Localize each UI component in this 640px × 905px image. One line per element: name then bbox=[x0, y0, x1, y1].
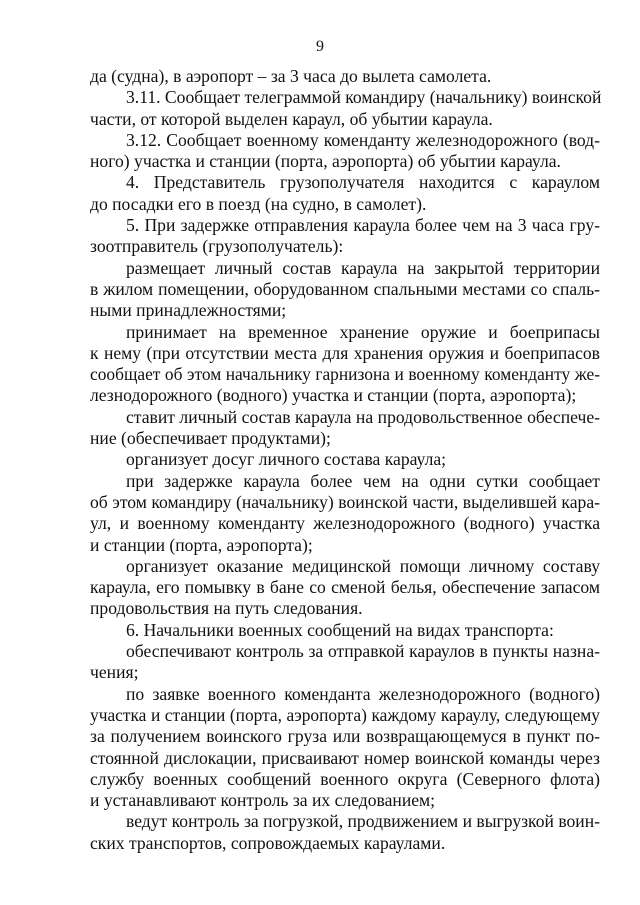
text-line: организует досуг личного состава караула; bbox=[126, 449, 447, 470]
text-line: организует оказание медицинской помощи личному составу bbox=[126, 555, 600, 576]
text-line: об этом командиру (начальнику) воинской части, выделившей кара- bbox=[90, 491, 600, 512]
text-line: за получением воинского груза или возвращающемуся в пункт по- bbox=[90, 726, 600, 747]
text-line: в жилом помещении, оборудованном спальными местами со спаль- bbox=[90, 278, 600, 299]
text-line: продовольствия на путь следования. bbox=[90, 598, 363, 619]
text-line: и устанавливают контроль за их следованием; bbox=[90, 790, 436, 811]
text-line: лезнодорожного (водного) участка и станции (порта, аэропорта); bbox=[90, 385, 577, 406]
text-line: чения; bbox=[90, 662, 139, 683]
text-line: зоотправитель (грузополучатель): bbox=[90, 236, 344, 257]
text-line: ставит личный состав караула на продовольственное обеспече- bbox=[126, 406, 600, 427]
text-line: сообщает об этом начальнику гарнизона и военному коменданту же- bbox=[90, 364, 600, 385]
text-line: ведут контроль за погрузкой, продвижением и выгрузкой воин- bbox=[126, 811, 600, 832]
text-line: да (судна), в аэропорт – за 3 часа до вылета самолета. bbox=[90, 66, 492, 86]
text-line: ул, и военному коменданту железнодорожного (водного) участка bbox=[90, 513, 600, 534]
text-line: 5. При задержке отправления караула более чем на 3 часа гру- bbox=[126, 215, 600, 236]
text-line: к нему (при отсутствии места для хранения оружия и боеприпасов bbox=[90, 342, 600, 363]
text-line: принимает на временное хранение оружие и боеприпасы bbox=[126, 321, 600, 342]
document-body bbox=[90, 66, 600, 854]
text-line: участка и станции (порта, аэропорта) каждому караулу, следующему bbox=[90, 704, 600, 725]
text-line: при задержке караула более чем на одни сутки сообщает bbox=[126, 470, 600, 491]
text-line: 3.11. Сообщает телеграммой командиру (начальнику) воинской bbox=[126, 87, 602, 108]
text-line: караула, его помывку в бане со сменой белья, обеспечение запасом bbox=[90, 577, 600, 598]
text-line: части, от которой выделен караул, об убытии караула. bbox=[90, 108, 493, 129]
text-line: и станции (порта, аэропорта); bbox=[90, 534, 313, 555]
text-line: ние (обеспечивает продуктами); bbox=[90, 428, 331, 449]
text-line: ного) участка и станции (порта, аэропорта) об убытии караула. bbox=[90, 151, 561, 172]
text-line: размещает личный состав караула на закрытой территории bbox=[126, 257, 600, 278]
text-line: службу военных сообщений военного округа (Северного флота) bbox=[90, 768, 600, 789]
text-line: стоянной дислокации, присваивают номер воинской команды через bbox=[90, 747, 600, 768]
text-line: ских транспортов, сопровождаемых караулами. bbox=[90, 832, 446, 853]
text-line: обеспечивают контроль за отправкой караулов в пункты назна- bbox=[126, 641, 600, 662]
text-line: 4. Представитель грузополучателя находится с караулом bbox=[126, 172, 600, 193]
text-line: 3.12. Сообщает военному коменданту железнодорожного (вод- bbox=[126, 129, 600, 150]
text-line: ными принадлежностями; bbox=[90, 300, 287, 321]
text-line: до посадки его в поезд (на судно, в самолет). bbox=[90, 193, 427, 214]
text-line: по заявке военного коменданта железнодорожного (водного) bbox=[126, 683, 600, 704]
page-number: 9 bbox=[316, 38, 324, 55]
text-line: 6. Начальники военных сообщений на видах транспорта: bbox=[126, 619, 554, 640]
